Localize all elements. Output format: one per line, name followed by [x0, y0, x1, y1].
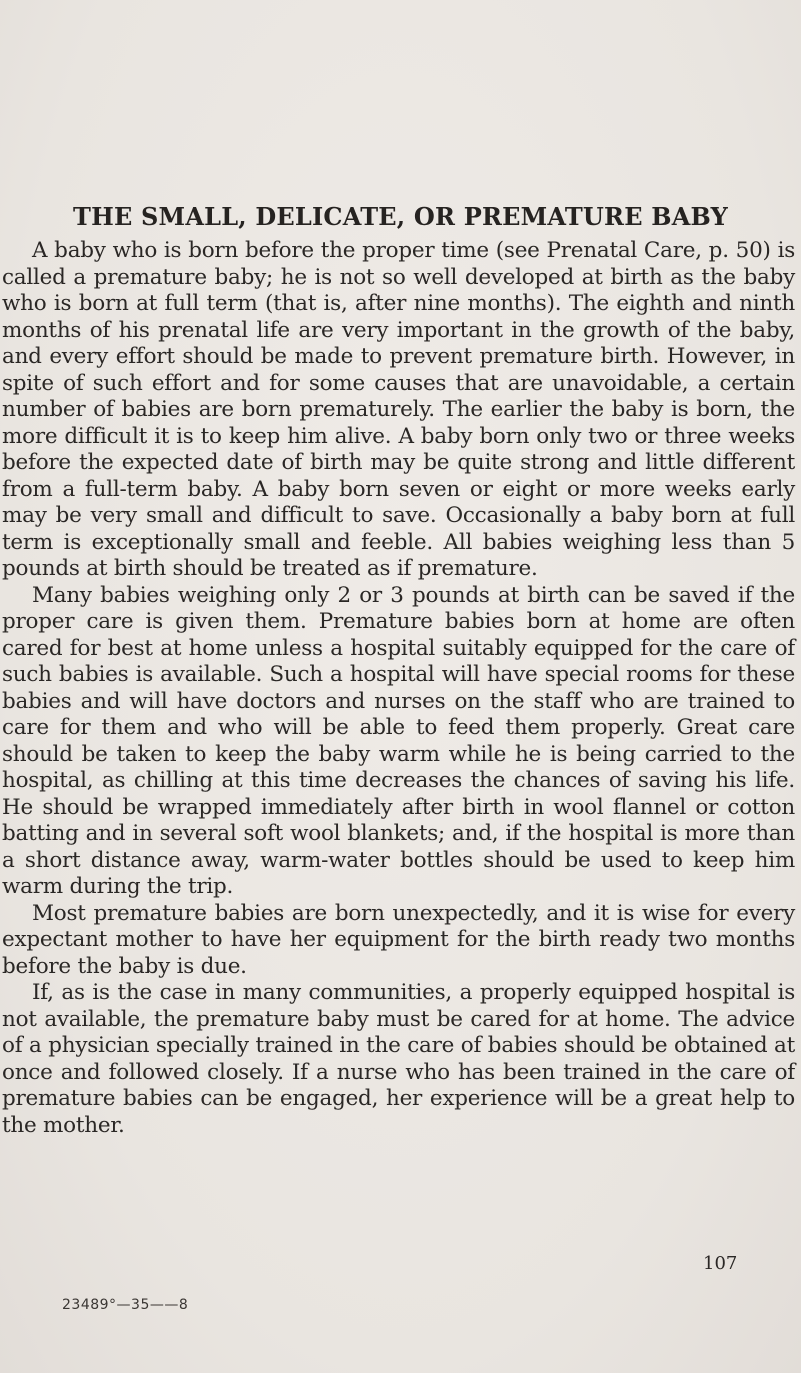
paragraph: Most premature babies are born unexpectedly, and it is wise for every expectant mother to have her equipment for the birth ready two months before the baby is due.: [2, 900, 795, 979]
paragraph: Many babies weighing only 2 or 3 pounds at birth can be saved if the proper care is given them. Premature babies born at home are often cared for best at home unless a hospital suitably equipped for the care of such babies is available. Such a hospital will have special rooms for these babies and will have doctors and nurses on the staff who are trained to care for them and who will be able to feed them properly. Great care should be taken to keep the baby warm while he is being carried to the hospital, as chilling at this time decreases the chances of saving his life. He should be wrapped immediately after birth in wool flannel or cotton batting and in several soft wool blankets; and, if the hospital is more than a short distance away, warm-water bottles should be used to keep him warm during the trip.: [2, 582, 795, 899]
paragraph: A baby who is born before the proper time (see Prenatal Care, p. 50) is called a premature baby; he is not so well developed at birth as the baby who is born at full term (that is, after nine months). The eighth and ninth months of his prenatal life are very important in the growth of the baby, and every effort should be made to prevent premature birth. However, in spite of such effort and for some causes that are unavoidable, a certain number of babies are born prematurely. The earlier the baby is born, the more difficult it is to keep him alive. A baby born only two or three weeks before the expected date of birth may be quite strong and little different from a full-term baby. A baby born seven or eight or more weeks early may be very small and difficult to save. Occasionally a baby born at full term is exceptionally small and feeble. All babies weighing less than 5 pounds at birth should be treated as if premature.: [2, 238, 795, 581]
page-number: 107: [703, 1253, 738, 1274]
body-text: [2, 238, 795, 1139]
paragraph: If, as is the case in many communities, a properly equipped hospital is not available, the premature baby must be cared for at home. The advice of a physician specially trained in the care of babies should be obtained at once and followed closely. If a nurse who has been trained in the care of premature babies can be engaged, her experience will be a great help to the mother.: [2, 980, 795, 1138]
printer-signature: 23489°—35——8: [62, 1297, 189, 1313]
chapter-title: THE SMALL, DELICATE, OR PREMATURE BABY: [73, 202, 728, 231]
